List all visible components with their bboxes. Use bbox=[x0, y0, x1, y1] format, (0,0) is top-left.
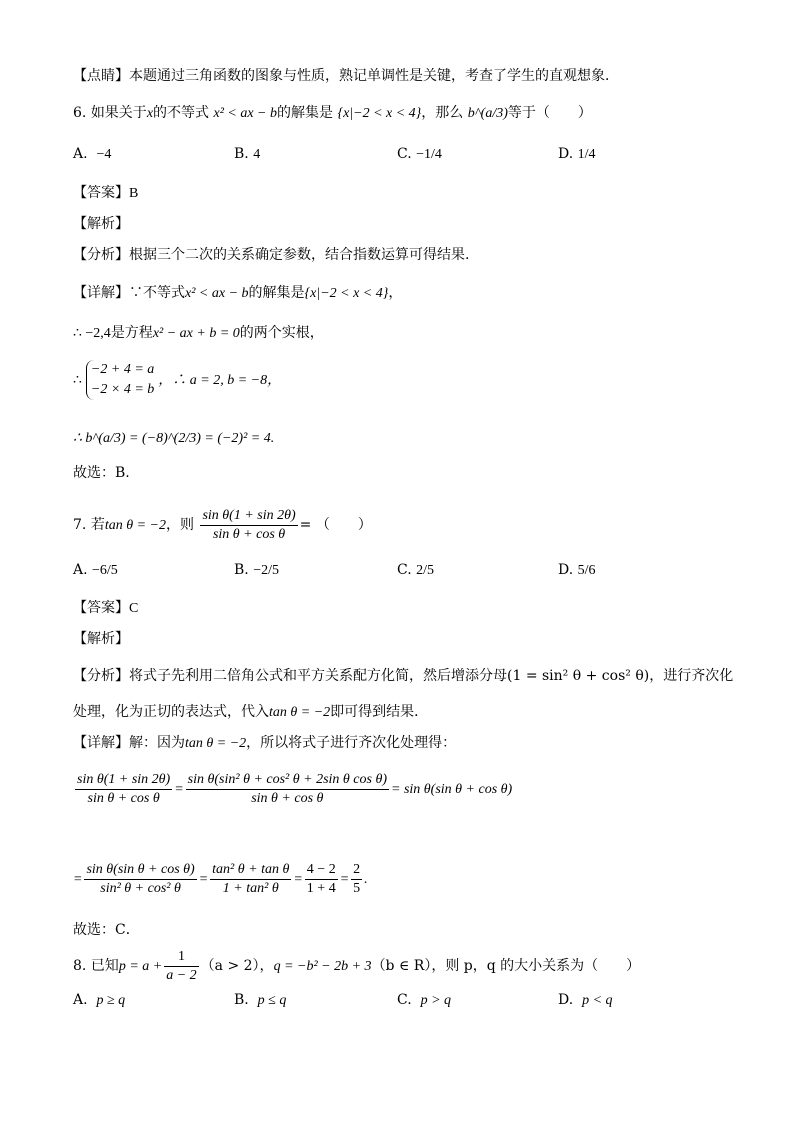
q6-step4-text: ∴ b^(a/3) = (−8)^(2/3) = (−2)² = 4. bbox=[73, 431, 275, 446]
q6-option-c-value: −1/4 bbox=[416, 147, 442, 162]
q7-guxuan: 故选：C． bbox=[73, 922, 140, 938]
q7-eq2-b-num: tan² θ + tan θ bbox=[210, 861, 291, 880]
q7-option-b-label: B. bbox=[234, 562, 249, 578]
q6-step2 bbox=[73, 323, 324, 344]
q7-xiangjie-tag: 【详解】 bbox=[73, 735, 129, 751]
q7-eq1-lhs-num: sin θ(1 + sin 2θ) bbox=[75, 771, 172, 790]
q7-equation-2: = $\frac{\text{sin θ(sin θ + cos θ)}}{\text{sin² θ + cos² θ}}$ = $\frac{\text{tan² θ + tan θ}}{\text{1 + tan² θ}}$ = $\frac{4 - 2}{1 + 4}$ = $\frac{2}{5}$ . bbox=[73, 862, 368, 897]
q7-eq2-a-num: sin θ(sin θ + cos θ) bbox=[84, 861, 196, 880]
q7-option-a-value: −6/5 bbox=[92, 563, 118, 578]
q6-text-post: 等于（ ） bbox=[507, 105, 592, 121]
q7-eq2-b-den: 1 + tan² θ bbox=[222, 881, 279, 897]
q8-option-d bbox=[558, 992, 613, 1009]
q6-sys-eq2: −2 × 4 = b bbox=[90, 382, 155, 397]
q8-option-c-value: p > q bbox=[420, 993, 452, 1008]
q6-solution-set: {x|−2 < x < 4} bbox=[337, 106, 422, 121]
q6-xiangjie-a: ∵不等式 bbox=[129, 285, 185, 301]
q8-q-cond: （b ∈ R） bbox=[371, 958, 432, 974]
q6-option-c-label: C. bbox=[397, 146, 412, 162]
q6-equation-system bbox=[86, 360, 154, 400]
q7-option-c-label: C. bbox=[397, 562, 412, 578]
q8-option-a-value: p ≥ q bbox=[96, 993, 126, 1008]
q8-option-c-label: C. bbox=[397, 992, 412, 1008]
q6-fenxi-tag: 【分析】 bbox=[73, 247, 129, 263]
q6-option-d-value: 1/4 bbox=[577, 147, 596, 162]
q7-eq2-a bbox=[84, 861, 196, 898]
q6-text-mid1: 的不等式 bbox=[153, 105, 210, 121]
q7-answer-value: C bbox=[129, 601, 139, 616]
q7-eq2-d-den: 5 bbox=[353, 881, 361, 897]
q7-fenxi2-a: 处理，化为正切的表达式，代入 bbox=[73, 704, 269, 720]
q7-option-c-value: 2/5 bbox=[416, 563, 435, 578]
q7-eq2-c-den: 1 + 4 bbox=[306, 881, 336, 897]
q7-eq2-d-num: 2 bbox=[351, 861, 362, 880]
q7-eq1-mid-den: sin θ + cos θ bbox=[251, 791, 324, 807]
q7-answer-tag: 【答案】 bbox=[73, 600, 129, 616]
q6-step4 bbox=[73, 428, 274, 449]
q6-answer-value: B bbox=[129, 186, 139, 201]
q6-guxuan: 故选：B. bbox=[73, 465, 130, 481]
q7-xiangjie-a: 解：因为 bbox=[129, 735, 185, 751]
q7-fraction bbox=[200, 507, 297, 544]
q7-eq2-c bbox=[305, 861, 338, 898]
q7-text-post: = （ ） bbox=[299, 517, 372, 533]
q6-option-b bbox=[234, 146, 260, 163]
q7-fenxi-cont bbox=[73, 702, 428, 723]
q7-stem bbox=[73, 505, 372, 546]
q8-p-frac-num: 1 bbox=[164, 948, 198, 967]
q6-step3-pre: ∴ bbox=[73, 372, 82, 388]
q6-option-a-label: A. bbox=[73, 146, 88, 162]
q6-step2-b: 是方程 bbox=[110, 325, 153, 341]
q6-xiangjie-set: {x|−2 < x < 4} bbox=[304, 286, 389, 301]
q7-option-c bbox=[397, 562, 434, 579]
q8-option-b-value: p ≤ q bbox=[257, 993, 287, 1008]
q8-p-fraction bbox=[164, 948, 198, 985]
q6-xiangjie-c: ， bbox=[388, 285, 403, 301]
q7-option-d-label: D. bbox=[558, 562, 574, 578]
q6-answer-tag: 【答案】 bbox=[73, 185, 129, 201]
q8-option-b-label: B. bbox=[234, 992, 249, 1008]
q6-option-d-label: D. bbox=[558, 146, 574, 162]
q7-equation-1: $\frac{\text{sin θ(1 + sin 2θ)}}{\text{sin θ + cos θ}}$ = $\frac{\text{sin θ(sin² θ + cos² θ + 2sin θ cos θ)}}{\text{sin θ + cos θ}}$ = sin θ(sin θ + cos θ) bbox=[77, 772, 513, 807]
q8-option-a bbox=[73, 992, 125, 1009]
q6-text-mid2: 的解集是 bbox=[277, 105, 334, 121]
q7-option-a-label: A. bbox=[73, 562, 88, 578]
q8-p-def: p = a + bbox=[118, 959, 163, 974]
q7-condition: tan θ = −2 bbox=[104, 518, 166, 533]
q7-eq2-d bbox=[351, 861, 362, 898]
q6-expression: b^(a/3) bbox=[467, 106, 508, 121]
q7-eq1-mid-num: sin θ(sin² θ + cos² θ + 2sin θ cos θ) bbox=[186, 771, 389, 790]
q7-xiangjie bbox=[73, 733, 456, 754]
q6-text-mid3: ，那么 bbox=[421, 105, 464, 121]
q8-option-d-label: D. bbox=[558, 992, 574, 1008]
q6-text-pre: 如果关于 bbox=[90, 105, 147, 121]
q6-step2-a: ∴ −2,4 bbox=[73, 326, 111, 341]
q7-option-b-value: −2/5 bbox=[253, 563, 279, 578]
q6-xiangjie-b: 的解集是 bbox=[248, 285, 305, 301]
q7-eq1-lhs-den: sin θ + cos θ bbox=[87, 791, 160, 807]
dianjing-text: 本题通过三角函数的图象与性质，熟记单调性是关键，考查了学生的直观想象． bbox=[129, 68, 619, 84]
q6-sys-eq1: −2 + 4 = a bbox=[90, 362, 155, 377]
q7-eq1-mid bbox=[186, 771, 389, 808]
q6-option-c bbox=[397, 146, 442, 163]
q7-eq2-a-den: sin² θ + cos² θ bbox=[100, 881, 181, 897]
q6-step2-eq: x² − ax + b = 0 bbox=[152, 326, 240, 341]
q8-stem bbox=[73, 946, 640, 987]
q7-fenxi2-b: 即可得到结果． bbox=[330, 704, 429, 720]
q6-fenxi bbox=[73, 245, 469, 265]
q8-p-cond: （a > 2）， bbox=[200, 958, 274, 974]
q6-step3 bbox=[73, 360, 281, 401]
q7-fenxi bbox=[73, 666, 733, 686]
q8-p-frac-den: a − 2 bbox=[166, 967, 197, 983]
q6-step3-post: ，∴ a = 2, b = −8， bbox=[158, 373, 282, 388]
q6-jiexi: 【解析】 bbox=[73, 216, 129, 232]
q6-option-a bbox=[73, 146, 111, 163]
q7-xiangjie-b: ，所以将式子进行齐次化处理得： bbox=[246, 735, 457, 751]
q6-stem bbox=[73, 103, 592, 124]
dianjing-tag: 【点睛】 bbox=[73, 68, 129, 84]
q8-option-c bbox=[397, 992, 451, 1009]
q8-option-b bbox=[234, 992, 286, 1009]
q6-inequality: x² < ax − b bbox=[213, 106, 278, 121]
q7-text-mid: ，则 bbox=[165, 517, 194, 533]
q6-option-b-value: 4 bbox=[253, 147, 261, 162]
q7-xiangjie-cond: tan θ = −2 bbox=[185, 736, 247, 751]
q7-text-pre: 若 bbox=[90, 517, 105, 533]
q6-xiangjie-tag: 【详解】 bbox=[73, 285, 129, 301]
q6-var: x bbox=[146, 106, 154, 121]
q7-option-a bbox=[73, 562, 118, 579]
q7-option-d-value: 5/6 bbox=[577, 563, 596, 578]
q6-step2-c: 的两个实根， bbox=[239, 325, 324, 341]
q7-option-b bbox=[234, 562, 279, 579]
q8-option-d-value: p < q bbox=[582, 993, 613, 1008]
q7-number: 7. bbox=[73, 517, 87, 533]
q6-number: 6. bbox=[73, 105, 87, 121]
dianjing-line bbox=[73, 66, 619, 86]
q7-fenxi-tag: 【分析】 bbox=[73, 668, 129, 684]
q7-frac-den: sin θ + cos θ bbox=[212, 526, 286, 542]
q7-frac-num: sin θ(1 + sin 2θ) bbox=[200, 507, 297, 526]
q7-fenxi2-cond: tan θ = −2 bbox=[269, 705, 331, 720]
q6-option-a-value: −4 bbox=[96, 147, 112, 162]
q7-eq2-b bbox=[210, 861, 291, 898]
q8-text-post: ，则 p，q 的大小关系为（ ） bbox=[431, 958, 641, 974]
q6-option-b-label: B. bbox=[234, 146, 249, 162]
q6-xiangjie bbox=[73, 283, 402, 304]
q7-fenxi-text1: 将式子先利用二倍角公式和平方关系配方化简，然后增添分母(1 = sin² θ + cos² θ)，进行齐次化 bbox=[129, 668, 734, 684]
q6-fenxi-text: 根据三个二次的关系确定参数，结合指数运算可得结果. bbox=[129, 247, 470, 263]
q7-jiexi: 【解析】 bbox=[73, 631, 129, 647]
q8-number: 8. bbox=[73, 958, 87, 974]
q6-xiangjie-ineq: x² < ax − b bbox=[185, 286, 249, 301]
q7-eq2-c-num: 4 − 2 bbox=[305, 861, 338, 880]
q7-option-d bbox=[558, 562, 596, 579]
q7-eq1-lhs bbox=[75, 771, 172, 808]
q7-answer bbox=[73, 598, 138, 619]
q8-text-pre: 已知 bbox=[90, 958, 119, 974]
q8-q-def: q = −b² − 2b + 3 bbox=[273, 959, 372, 974]
q8-option-a-label: A. bbox=[73, 992, 88, 1008]
q6-option-d bbox=[558, 146, 596, 163]
q6-answer bbox=[73, 183, 138, 204]
q7-eq1-rhs: = sin θ(sin θ + cos θ) bbox=[391, 782, 513, 797]
